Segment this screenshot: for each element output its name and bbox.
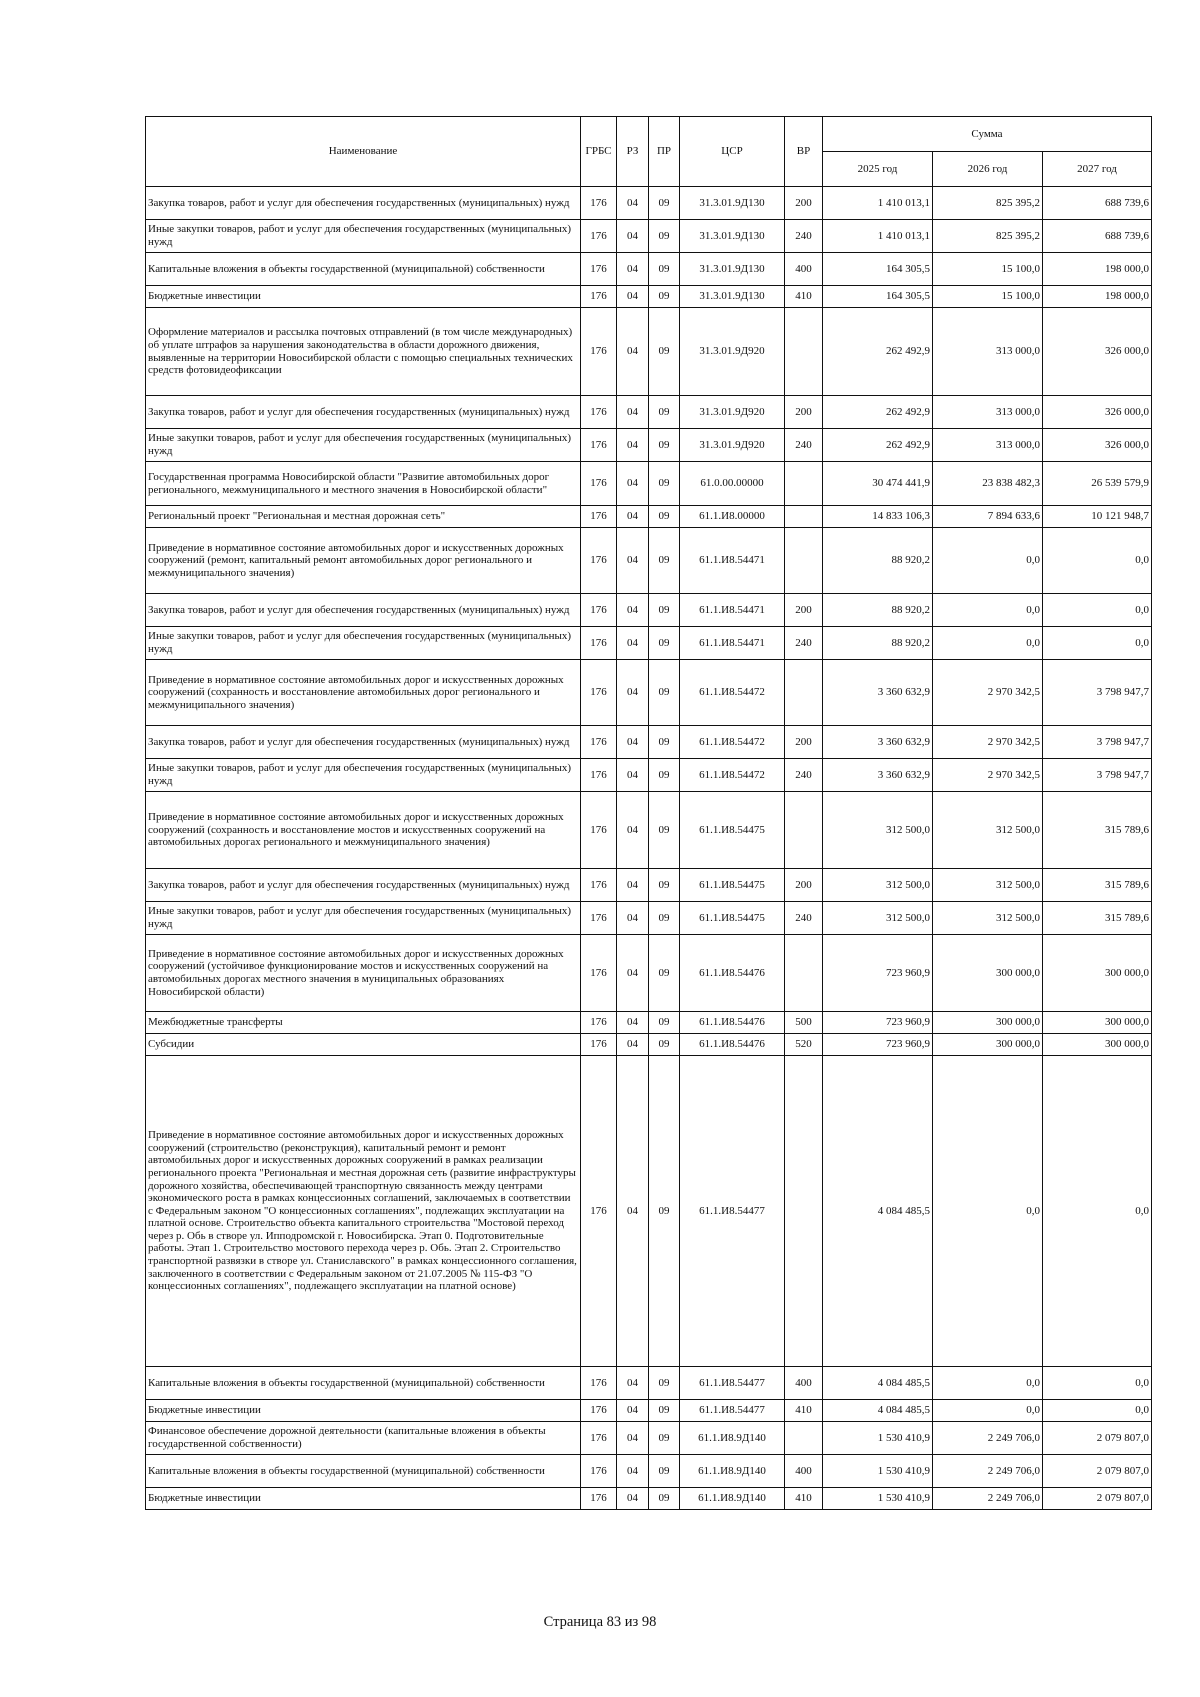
row-grbs: 176 (581, 187, 617, 220)
row-amount-2025: 88 920,2 (823, 528, 933, 594)
row-vr: 410 (785, 1400, 823, 1422)
row-pr: 09 (649, 396, 680, 429)
row-name: Иные закупки товаров, работ и услуг для обеспечения государственных (муниципальных) нужд (146, 627, 581, 660)
row-amount-2027: 0,0 (1043, 528, 1152, 594)
row-pr: 09 (649, 792, 680, 869)
row-amount-2026: 300 000,0 (933, 1012, 1043, 1034)
row-vr (785, 308, 823, 396)
row-amount-2026: 2 249 706,0 (933, 1488, 1043, 1510)
row-amount-2027: 2 079 807,0 (1043, 1455, 1152, 1488)
row-name: Закупка товаров, работ и услуг для обеспечения государственных (муниципальных) нужд (146, 187, 581, 220)
row-rz: 04 (617, 253, 649, 286)
row-rz: 04 (617, 308, 649, 396)
row-csr: 31.3.01.9Д920 (680, 429, 785, 462)
row-amount-2027: 315 789,6 (1043, 902, 1152, 935)
row-amount-2027: 300 000,0 (1043, 935, 1152, 1012)
row-grbs: 176 (581, 627, 617, 660)
row-grbs: 176 (581, 462, 617, 506)
row-csr: 61.1.И8.9Д140 (680, 1488, 785, 1510)
row-pr: 09 (649, 1367, 680, 1400)
row-grbs: 176 (581, 1056, 617, 1367)
row-grbs: 176 (581, 902, 617, 935)
row-csr: 61.1.И8.54477 (680, 1056, 785, 1367)
row-rz: 04 (617, 792, 649, 869)
row-name: Приведение в нормативное состояние автомобильных дорог и искусственных дорожных сооружений (сохранность и восстановление мостов и искусственных сооружений на автомобильных дорогах регионального и межмуниципального значения) (146, 792, 581, 869)
row-csr: 61.1.И8.54472 (680, 726, 785, 759)
row-pr: 09 (649, 1455, 680, 1488)
row-name: Капитальные вложения в объекты государственной (муниципальной) собственности (146, 253, 581, 286)
row-csr: 61.1.И8.54475 (680, 792, 785, 869)
row-amount-2027: 0,0 (1043, 1400, 1152, 1422)
row-grbs: 176 (581, 594, 617, 627)
row-name: Капитальные вложения в объекты государственной (муниципальной) собственности (146, 1367, 581, 1400)
row-grbs: 176 (581, 1367, 617, 1400)
row-amount-2026: 0,0 (933, 1400, 1043, 1422)
row-rz: 04 (617, 759, 649, 792)
row-grbs: 176 (581, 1012, 617, 1034)
row-amount-2027: 688 739,6 (1043, 187, 1152, 220)
table-row (146, 1034, 1152, 1056)
row-vr: 240 (785, 759, 823, 792)
row-amount-2027: 3 798 947,7 (1043, 759, 1152, 792)
row-vr: 520 (785, 1034, 823, 1056)
row-pr: 09 (649, 726, 680, 759)
table-row (146, 660, 1152, 726)
row-amount-2026: 312 500,0 (933, 792, 1043, 869)
row-grbs: 176 (581, 253, 617, 286)
row-grbs: 176 (581, 528, 617, 594)
row-amount-2027: 10 121 948,7 (1043, 506, 1152, 528)
row-name: Бюджетные инвестиции (146, 1488, 581, 1510)
row-pr: 09 (649, 759, 680, 792)
row-amount-2025: 723 960,9 (823, 935, 933, 1012)
table-row (146, 792, 1152, 869)
row-csr: 31.3.01.9Д130 (680, 286, 785, 308)
row-amount-2025: 1 530 410,9 (823, 1488, 933, 1510)
row-csr: 31.3.01.9Д130 (680, 220, 785, 253)
row-csr: 31.3.01.9Д130 (680, 187, 785, 220)
row-grbs: 176 (581, 506, 617, 528)
table-row (146, 396, 1152, 429)
header-year-2025: 2025 год (823, 152, 933, 187)
row-rz: 04 (617, 286, 649, 308)
row-amount-2025: 1 410 013,1 (823, 187, 933, 220)
row-vr: 500 (785, 1012, 823, 1034)
row-pr: 09 (649, 594, 680, 627)
table-row (146, 286, 1152, 308)
table-row (146, 627, 1152, 660)
row-vr: 240 (785, 429, 823, 462)
row-pr: 09 (649, 1056, 680, 1367)
row-grbs: 176 (581, 1488, 617, 1510)
row-rz: 04 (617, 1012, 649, 1034)
row-csr: 61.1.И8.54472 (680, 759, 785, 792)
row-grbs: 176 (581, 220, 617, 253)
row-amount-2025: 3 360 632,9 (823, 660, 933, 726)
table-body (146, 187, 1152, 1510)
row-rz: 04 (617, 1056, 649, 1367)
row-amount-2027: 326 000,0 (1043, 429, 1152, 462)
row-pr: 09 (649, 286, 680, 308)
row-pr: 09 (649, 528, 680, 594)
row-grbs: 176 (581, 726, 617, 759)
header-pr: ПР (649, 117, 680, 187)
row-amount-2025: 164 305,5 (823, 286, 933, 308)
row-vr: 400 (785, 253, 823, 286)
table-row (146, 253, 1152, 286)
row-amount-2027: 3 798 947,7 (1043, 660, 1152, 726)
header-name: Наименование (146, 117, 581, 187)
row-amount-2026: 0,0 (933, 594, 1043, 627)
row-rz: 04 (617, 869, 649, 902)
row-amount-2025: 262 492,9 (823, 429, 933, 462)
row-grbs: 176 (581, 869, 617, 902)
header-year-2026: 2026 год (933, 152, 1043, 187)
row-rz: 04 (617, 1034, 649, 1056)
header-year-2027: 2027 год (1043, 152, 1152, 187)
row-vr (785, 660, 823, 726)
row-vr: 200 (785, 187, 823, 220)
header-csr: ЦСР (680, 117, 785, 187)
row-csr: 61.1.И8.54475 (680, 902, 785, 935)
row-name: Закупка товаров, работ и услуг для обеспечения государственных (муниципальных) нужд (146, 726, 581, 759)
row-rz: 04 (617, 528, 649, 594)
row-csr: 61.1.И8.00000 (680, 506, 785, 528)
row-grbs: 176 (581, 792, 617, 869)
row-amount-2025: 3 360 632,9 (823, 726, 933, 759)
row-amount-2027: 3 798 947,7 (1043, 726, 1152, 759)
row-amount-2026: 313 000,0 (933, 396, 1043, 429)
row-amount-2027: 2 079 807,0 (1043, 1422, 1152, 1455)
row-vr: 200 (785, 594, 823, 627)
row-name: Приведение в нормативное состояние автомобильных дорог и искусственных дорожных сооружений (ремонт, капитальный ремонт автомобильных дорог регионального и межмуниципального значения) (146, 528, 581, 594)
row-amount-2026: 2 970 342,5 (933, 759, 1043, 792)
row-amount-2025: 88 920,2 (823, 627, 933, 660)
row-csr: 61.1.И8.54477 (680, 1400, 785, 1422)
row-vr (785, 462, 823, 506)
row-amount-2025: 312 500,0 (823, 902, 933, 935)
row-pr: 09 (649, 1488, 680, 1510)
row-rz: 04 (617, 1367, 649, 1400)
row-vr: 240 (785, 220, 823, 253)
row-vr (785, 792, 823, 869)
row-amount-2025: 312 500,0 (823, 792, 933, 869)
row-csr: 61.1.И8.54476 (680, 1034, 785, 1056)
row-name: Иные закупки товаров, работ и услуг для обеспечения государственных (муниципальных) нужд (146, 759, 581, 792)
row-vr: 400 (785, 1455, 823, 1488)
row-name: Оформление материалов и рассылка почтовых отправлений (в том числе международных) об уплате штрафов за нарушения законодательства в области дорожного движения, выявленные на территории Новосибирской области с помощью специальных технических средств фотовидеофиксации (146, 308, 581, 396)
table-row (146, 1012, 1152, 1034)
row-amount-2027: 300 000,0 (1043, 1012, 1152, 1034)
row-pr: 09 (649, 1400, 680, 1422)
row-csr: 61.1.И8.54471 (680, 594, 785, 627)
row-grbs: 176 (581, 396, 617, 429)
row-vr (785, 528, 823, 594)
row-rz: 04 (617, 187, 649, 220)
table-row (146, 462, 1152, 506)
row-name: Межбюджетные трансферты (146, 1012, 581, 1034)
row-pr: 09 (649, 1422, 680, 1455)
row-grbs: 176 (581, 429, 617, 462)
row-amount-2025: 4 084 485,5 (823, 1056, 933, 1367)
row-name: Приведение в нормативное состояние автомобильных дорог и искусственных дорожных сооружений (строительство (реконструкция), капитальный ремонт и ремонт автомобильных дорог и искусственных дорожных сооружений в рамках реализации регионального проекта "Региональная и местная дорожная сеть (развитие инфраструктуры дорожного хозяйства, обеспечивающей транспортную связанность между центрами экономического роста в рамках концессионных соглашений, заключаемых в соответствии с Федеральным законом "О концессионных соглашениях", подлежащих эксплуатации на платной основе. Строительство объекта капитального строительства "Мостовой переход через р. Обь в створе ул. Ипподромской г. Новосибирска. Этап 0. Подготовительные работы. Этап 1. Строительство мостового перехода через р. Обь. Этап 2. Строительство транспортной развязки в створе ул. Станиславского" в рамках концессионного соглашения, заключенного в соответствии с Федеральным законом от 21.07.2005 № 115-ФЗ "О концессионных соглашениях", подлежащего эксплуатации на платной основе) (146, 1056, 581, 1367)
table-row (146, 1367, 1152, 1400)
row-pr: 09 (649, 308, 680, 396)
table-row (146, 902, 1152, 935)
row-rz: 04 (617, 1455, 649, 1488)
row-vr: 410 (785, 286, 823, 308)
row-amount-2025: 723 960,9 (823, 1012, 933, 1034)
row-amount-2027: 326 000,0 (1043, 308, 1152, 396)
table-row (146, 187, 1152, 220)
row-name: Государственная программа Новосибирской области "Развитие автомобильных дорог регионального, межмуниципального и местного значения в Новосибирской области" (146, 462, 581, 506)
row-amount-2025: 4 084 485,5 (823, 1400, 933, 1422)
row-amount-2027: 0,0 (1043, 627, 1152, 660)
row-amount-2025: 262 492,9 (823, 396, 933, 429)
row-amount-2026: 2 249 706,0 (933, 1455, 1043, 1488)
row-name: Иные закупки товаров, работ и услуг для обеспечения государственных (муниципальных) нужд (146, 902, 581, 935)
row-amount-2026: 0,0 (933, 1056, 1043, 1367)
row-amount-2026: 2 249 706,0 (933, 1422, 1043, 1455)
row-csr: 61.1.И8.54471 (680, 528, 785, 594)
row-amount-2026: 0,0 (933, 627, 1043, 660)
header-vr: ВР (785, 117, 823, 187)
row-rz: 04 (617, 506, 649, 528)
row-amount-2026: 23 838 482,3 (933, 462, 1043, 506)
row-pr: 09 (649, 429, 680, 462)
row-grbs: 176 (581, 935, 617, 1012)
row-pr: 09 (649, 627, 680, 660)
row-amount-2027: 315 789,6 (1043, 869, 1152, 902)
row-rz: 04 (617, 396, 649, 429)
row-vr: 240 (785, 902, 823, 935)
row-amount-2026: 2 970 342,5 (933, 726, 1043, 759)
row-vr: 240 (785, 627, 823, 660)
table-row (146, 1488, 1152, 1510)
row-amount-2026: 7 894 633,6 (933, 506, 1043, 528)
row-rz: 04 (617, 220, 649, 253)
budget-table (145, 116, 1152, 1510)
row-amount-2026: 313 000,0 (933, 308, 1043, 396)
row-amount-2026: 300 000,0 (933, 935, 1043, 1012)
row-name: Закупка товаров, работ и услуг для обеспечения государственных (муниципальных) нужд (146, 396, 581, 429)
row-grbs: 176 (581, 308, 617, 396)
row-csr: 61.1.И8.54477 (680, 1367, 785, 1400)
row-amount-2025: 1 410 013,1 (823, 220, 933, 253)
row-vr: 200 (785, 396, 823, 429)
table-row (146, 1056, 1152, 1367)
row-amount-2025: 723 960,9 (823, 1034, 933, 1056)
row-grbs: 176 (581, 1422, 617, 1455)
row-rz: 04 (617, 935, 649, 1012)
table-row (146, 759, 1152, 792)
row-amount-2026: 312 500,0 (933, 869, 1043, 902)
row-vr (785, 1056, 823, 1367)
row-amount-2025: 30 474 441,9 (823, 462, 933, 506)
row-pr: 09 (649, 935, 680, 1012)
row-grbs: 176 (581, 1400, 617, 1422)
row-amount-2025: 4 084 485,5 (823, 1367, 933, 1400)
row-rz: 04 (617, 1488, 649, 1510)
row-amount-2025: 1 530 410,9 (823, 1422, 933, 1455)
table-row (146, 935, 1152, 1012)
row-grbs: 176 (581, 660, 617, 726)
row-amount-2027: 0,0 (1043, 594, 1152, 627)
row-name: Бюджетные инвестиции (146, 1400, 581, 1422)
row-amount-2025: 262 492,9 (823, 308, 933, 396)
row-vr: 410 (785, 1488, 823, 1510)
row-amount-2027: 0,0 (1043, 1056, 1152, 1367)
row-csr: 31.3.01.9Д920 (680, 396, 785, 429)
row-amount-2027: 0,0 (1043, 1367, 1152, 1400)
row-rz: 04 (617, 902, 649, 935)
table-row (146, 429, 1152, 462)
row-grbs: 176 (581, 1034, 617, 1056)
row-rz: 04 (617, 660, 649, 726)
row-vr: 200 (785, 726, 823, 759)
row-amount-2027: 198 000,0 (1043, 253, 1152, 286)
table-row (146, 528, 1152, 594)
row-vr (785, 935, 823, 1012)
row-pr: 09 (649, 187, 680, 220)
row-amount-2027: 26 539 579,9 (1043, 462, 1152, 506)
row-csr: 61.0.00.00000 (680, 462, 785, 506)
row-amount-2027: 300 000,0 (1043, 1034, 1152, 1056)
row-name: Приведение в нормативное состояние автомобильных дорог и искусственных дорожных сооружений (сохранность и восстановление автомобильных дорог регионального и межмуниципального значения) (146, 660, 581, 726)
row-name: Финансовое обеспечение дорожной деятельности (капитальные вложения в объекты государственной собственности) (146, 1422, 581, 1455)
row-rz: 04 (617, 1400, 649, 1422)
header-grbs: ГРБС (581, 117, 617, 187)
row-csr: 61.1.И8.54476 (680, 935, 785, 1012)
table-header (146, 117, 1152, 187)
row-rz: 04 (617, 594, 649, 627)
row-amount-2026: 2 970 342,5 (933, 660, 1043, 726)
row-amount-2026: 313 000,0 (933, 429, 1043, 462)
row-rz: 04 (617, 726, 649, 759)
row-name: Закупка товаров, работ и услуг для обеспечения государственных (муниципальных) нужд (146, 869, 581, 902)
row-amount-2026: 0,0 (933, 1367, 1043, 1400)
table-row (146, 726, 1152, 759)
row-csr: 31.3.01.9Д130 (680, 253, 785, 286)
page-number: Страница 83 из 98 (543, 1614, 657, 1630)
table-row (146, 1422, 1152, 1455)
row-pr: 09 (649, 902, 680, 935)
row-grbs: 176 (581, 286, 617, 308)
row-name: Закупка товаров, работ и услуг для обеспечения государственных (муниципальных) нужд (146, 594, 581, 627)
row-grbs: 176 (581, 1455, 617, 1488)
row-amount-2025: 164 305,5 (823, 253, 933, 286)
row-grbs: 176 (581, 759, 617, 792)
row-vr (785, 1422, 823, 1455)
row-amount-2027: 688 739,6 (1043, 220, 1152, 253)
row-amount-2026: 312 500,0 (933, 902, 1043, 935)
row-amount-2025: 312 500,0 (823, 869, 933, 902)
row-name: Бюджетные инвестиции (146, 286, 581, 308)
row-rz: 04 (617, 462, 649, 506)
row-pr: 09 (649, 1012, 680, 1034)
row-amount-2027: 2 079 807,0 (1043, 1488, 1152, 1510)
row-csr: 31.3.01.9Д920 (680, 308, 785, 396)
table-row (146, 1455, 1152, 1488)
row-name: Капитальные вложения в объекты государственной (муниципальной) собственности (146, 1455, 581, 1488)
row-pr: 09 (649, 660, 680, 726)
row-amount-2026: 825 395,2 (933, 187, 1043, 220)
row-amount-2026: 825 395,2 (933, 220, 1043, 253)
table-row (146, 1400, 1152, 1422)
row-vr: 400 (785, 1367, 823, 1400)
row-csr: 61.1.И8.9Д140 (680, 1422, 785, 1455)
row-amount-2026: 0,0 (933, 528, 1043, 594)
row-name: Региональный проект "Региональная и местная дорожная сеть" (146, 506, 581, 528)
header-sum: Сумма (823, 117, 1152, 152)
row-csr: 61.1.И8.54475 (680, 869, 785, 902)
row-amount-2027: 326 000,0 (1043, 396, 1152, 429)
row-pr: 09 (649, 220, 680, 253)
row-vr (785, 506, 823, 528)
row-pr: 09 (649, 253, 680, 286)
row-rz: 04 (617, 429, 649, 462)
row-name: Приведение в нормативное состояние автомобильных дорог и искусственных дорожных сооружений (устойчивое функционирование мостов и искусственных сооружений на автомобильных дорогах местного значения в муниципальных образованиях Новосибирской области) (146, 935, 581, 1012)
table-row (146, 506, 1152, 528)
row-pr: 09 (649, 506, 680, 528)
row-csr: 61.1.И8.9Д140 (680, 1455, 785, 1488)
row-csr: 61.1.И8.54472 (680, 660, 785, 726)
row-amount-2025: 14 833 106,3 (823, 506, 933, 528)
header-rz: РЗ (617, 117, 649, 187)
row-name: Субсидии (146, 1034, 581, 1056)
row-amount-2026: 15 100,0 (933, 253, 1043, 286)
row-csr: 61.1.И8.54476 (680, 1012, 785, 1034)
row-amount-2026: 15 100,0 (933, 286, 1043, 308)
row-csr: 61.1.И8.54471 (680, 627, 785, 660)
table-row (146, 220, 1152, 253)
row-amount-2025: 1 530 410,9 (823, 1455, 933, 1488)
row-amount-2026: 300 000,0 (933, 1034, 1043, 1056)
row-amount-2025: 88 920,2 (823, 594, 933, 627)
row-amount-2027: 198 000,0 (1043, 286, 1152, 308)
row-pr: 09 (649, 1034, 680, 1056)
table-row (146, 869, 1152, 902)
row-pr: 09 (649, 869, 680, 902)
row-name: Иные закупки товаров, работ и услуг для обеспечения государственных (муниципальных) нужд (146, 220, 581, 253)
row-amount-2027: 315 789,6 (1043, 792, 1152, 869)
row-rz: 04 (617, 627, 649, 660)
row-amount-2025: 3 360 632,9 (823, 759, 933, 792)
row-name: Иные закупки товаров, работ и услуг для обеспечения государственных (муниципальных) нужд (146, 429, 581, 462)
row-pr: 09 (649, 462, 680, 506)
row-vr: 200 (785, 869, 823, 902)
row-rz: 04 (617, 1422, 649, 1455)
table-row (146, 594, 1152, 627)
table-row (146, 308, 1152, 396)
